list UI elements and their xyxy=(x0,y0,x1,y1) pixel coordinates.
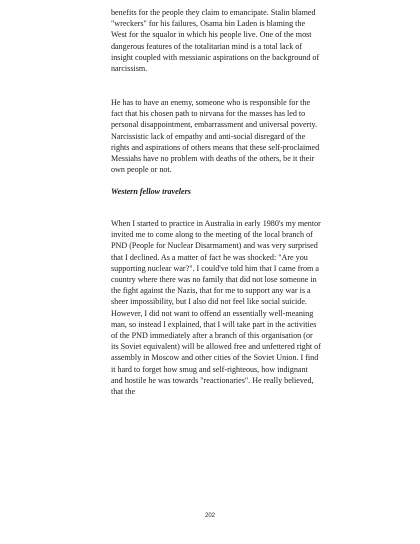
paragraph-australia-pnd xyxy=(111,218,321,397)
paragraph-text: benefits for the people they claim to emancipate. Stalin blamed "wreckers" for his failures, Osama bin Laden is blaming the West for the squalor in which his people live. One of the most dangerous features of the totalitarian mind is a total lack of insight coupled with messianic aspirations on the background of narcissism. xyxy=(111,8,320,74)
subheading-western-fellow-travelers: Western fellow travelers xyxy=(111,187,191,196)
page-number: 202 xyxy=(204,513,215,519)
paragraph-text: He has to have an enemy, someone who is responsible for the fact that his chosen path to nirvana for the masses has led to personal disappointment, embarrassment and universal poverty. Narcissistic lack of empathy and anti-social disregard of the rights and aspirations of others means that these self-proclaimed Messiahs have no problem with deaths of the others, be it their own people or not. xyxy=(111,98,320,175)
paragraph-text: When I started to practice in Australia in early 1980's my mentor invited me to come along to the meeting of the local branch of PND (People for Nuclear Disarmament) and was very surprised that I declined. As a matter of fact he was shocked: "Are you supporting nuclear war?". I could've told him that I came from a country where there was no family that did not lose someone in the fight against the Nazis, that for me to support any war is a sheer impossibility, but I also did not feel like social suicide. However, I did not want to offend an essentially well-meaning man, so instead I explained, that I will take part in the activities of the PND immediately after a branch of this organisation (or its Soviet equivalent) will be allowed free and unfettered right of assembly in Moscow and other cities of the Soviet Union. I find it hard to forget how smug and self-righteous, how indignant and hostile he was towards "reactionaries". He really believed, that the xyxy=(111,219,321,397)
section-heading xyxy=(111,186,321,197)
paragraph-enemy xyxy=(111,97,321,175)
paragraph-totalitarian-mind xyxy=(111,7,321,74)
